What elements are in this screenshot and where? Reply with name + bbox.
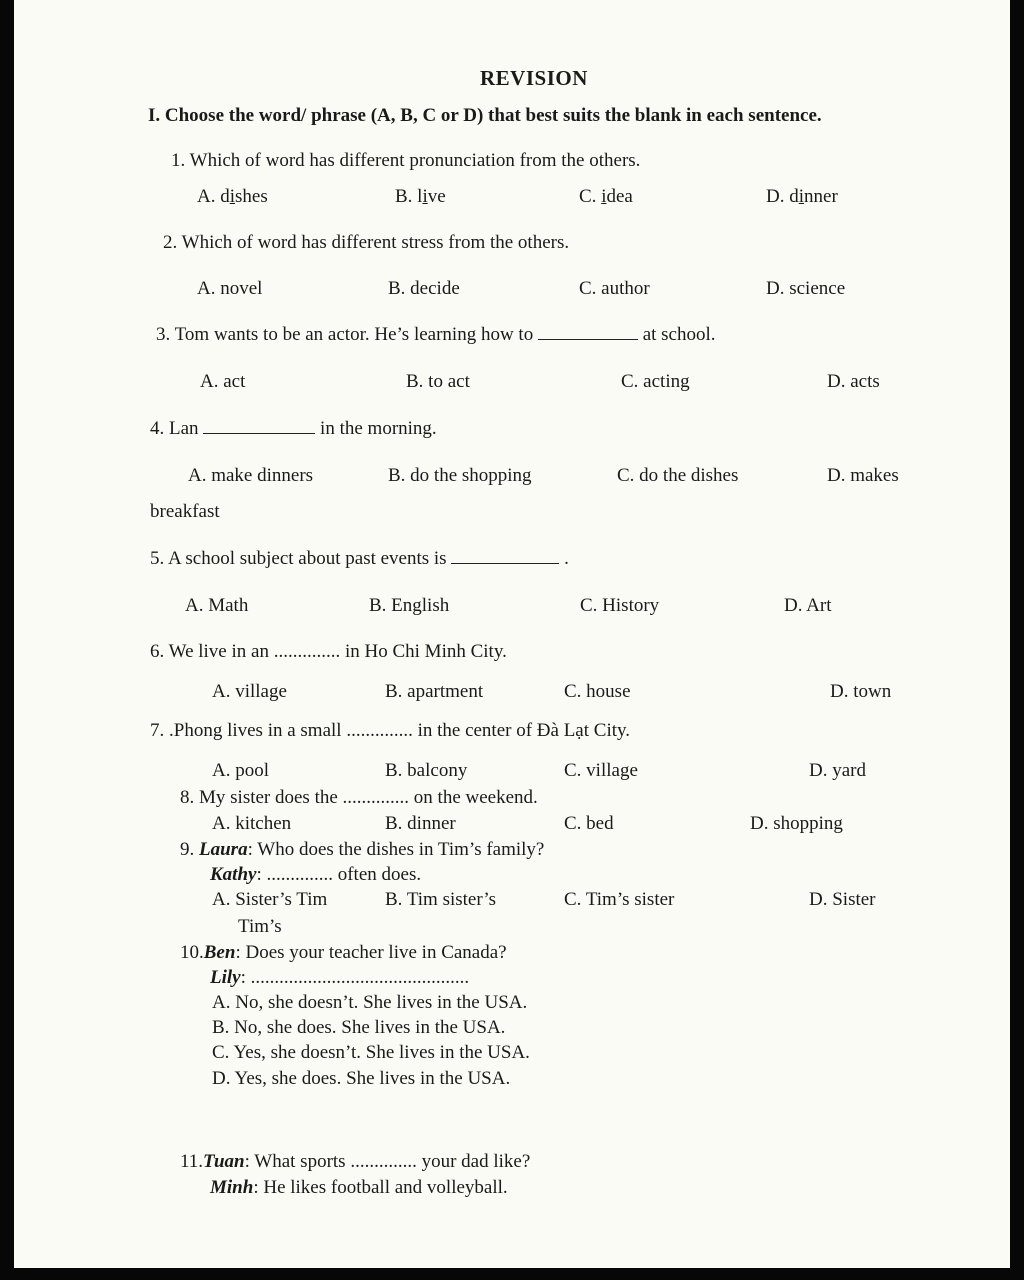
speaker-name: Ben: [203, 942, 236, 963]
speaker-name: Laura: [199, 839, 248, 860]
question-10-stem: 10.Ben: Does your teacher live in Canada?: [180, 942, 507, 963]
speaker-name: Kathy: [210, 864, 257, 885]
question-4-option-d-wrap: breakfast: [150, 501, 220, 522]
answer-dots: ..............: [346, 720, 413, 741]
question-5-option-d: D. Art: [784, 595, 832, 616]
question-5-option-c: C. History: [580, 595, 660, 616]
question-10-reply: Lily: ..............................................: [210, 967, 470, 988]
question-4-option-b: B. do the shopping: [388, 465, 532, 486]
question-10-option-c: C. Yes, she doesn’t. She lives in the USA.: [212, 1042, 530, 1063]
question-6-option-a: A. village: [212, 681, 287, 702]
question-10-option-d: D. Yes, she does. She lives in the USA.: [212, 1068, 511, 1089]
question-6-option-b: B. apartment: [385, 681, 484, 702]
question-7-option-a: A. pool: [212, 760, 269, 781]
question-9-option-b: B. Tim sister’s: [385, 889, 497, 910]
question-2-option-a: A. novel: [197, 278, 263, 299]
question-8-stem: 8. My sister does the .............. on the weekend.: [180, 787, 538, 808]
answer-dots: ..............: [342, 787, 410, 808]
answer-dots: ..............................................: [250, 967, 470, 988]
question-9-option-a-wrap: Tim’s: [238, 916, 282, 937]
question-3-option-d: D. acts: [827, 371, 880, 392]
speaker-name: Minh: [210, 1177, 254, 1198]
answer-blank: [451, 549, 559, 564]
question-4-option-a: A. make dinners: [188, 465, 314, 486]
answer-dots: ..............: [266, 864, 333, 885]
question-4-option-d: D. makes: [827, 465, 899, 486]
question-7-option-d: D. yard: [809, 760, 866, 781]
question-3-option-a: A. act: [200, 371, 246, 392]
question-7-stem: 7. .Phong lives in a small .............. in the center of Đà Lạt City.: [150, 720, 631, 741]
question-9-option-d: D. Sister: [809, 889, 876, 910]
speaker-name: Tuan: [203, 1151, 245, 1172]
speaker-name: Lily: [210, 967, 241, 988]
question-4-option-c: C. do the dishes: [617, 465, 739, 486]
worksheet-page: [14, 0, 1010, 1268]
question-9-reply: Kathy: .............. often does.: [210, 864, 422, 885]
question-10-option-a: A. No, she doesn’t. She lives in the USA.: [212, 992, 528, 1013]
question-8-option-a: A. kitchen: [212, 813, 292, 834]
question-1-stem: 1. Which of word has different pronunciation from the others.: [171, 150, 641, 171]
section-instruction: I. Choose the word/ phrase (A, B, C or D) that best suits the blank in each sentence.: [148, 105, 822, 126]
question-11-stem: 11.Tuan: What sports .............. your dad like?: [180, 1151, 531, 1172]
answer-blank: [538, 325, 638, 340]
question-9-stem: 9. Laura: Who does the dishes in Tim’s family?: [180, 839, 545, 860]
question-3-option-b: B. to act: [406, 371, 470, 392]
question-5-option-b: B. English: [369, 595, 450, 616]
question-3-option-c: C. acting: [621, 371, 690, 392]
question-1-option-b: B. live: [395, 186, 446, 207]
question-2-stem: 2. Which of word has different stress from the others.: [163, 232, 570, 253]
question-6-option-d: D. town: [830, 681, 892, 702]
question-2-option-b: B. decide: [388, 278, 460, 299]
question-7-option-b: B. balcony: [385, 760, 468, 781]
question-10-option-b: B. No, she does. She lives in the USA.: [212, 1017, 506, 1038]
page-title: REVISION: [480, 66, 588, 90]
question-8-option-d: D. shopping: [750, 813, 843, 834]
question-2-option-c: C. author: [579, 278, 650, 299]
question-2-option-d: D. science: [766, 278, 846, 299]
question-7-option-c: C. village: [564, 760, 638, 781]
question-8-option-b: B. dinner: [385, 813, 456, 834]
answer-blank: [203, 419, 315, 434]
question-4-stem: 4. Lan in the morning.: [150, 418, 437, 439]
answer-dots: ..............: [273, 641, 341, 662]
question-6-stem: 6. We live in an .............. in Ho Chi Minh City.: [150, 641, 507, 662]
question-3-stem: 3. Tom wants to be an actor. He’s learning how to at school.: [156, 324, 716, 345]
question-9-option-c: C. Tim’s sister: [564, 889, 675, 910]
answer-dots: ..............: [350, 1151, 417, 1172]
question-8-option-c: C. bed: [564, 813, 614, 834]
question-5-option-a: A. Math: [185, 595, 249, 616]
question-6-option-c: C. house: [564, 681, 631, 702]
question-1-option-a: A. dishes: [197, 186, 268, 207]
question-1-option-c: C. idea: [579, 186, 633, 207]
question-9-option-a: A. Sister’s Tim: [212, 889, 328, 910]
question-5-stem: 5. A school subject about past events is .: [150, 548, 569, 569]
question-11-reply: Minh: He likes football and volleyball.: [210, 1177, 508, 1198]
question-1-option-d: D. dinner: [766, 186, 838, 207]
